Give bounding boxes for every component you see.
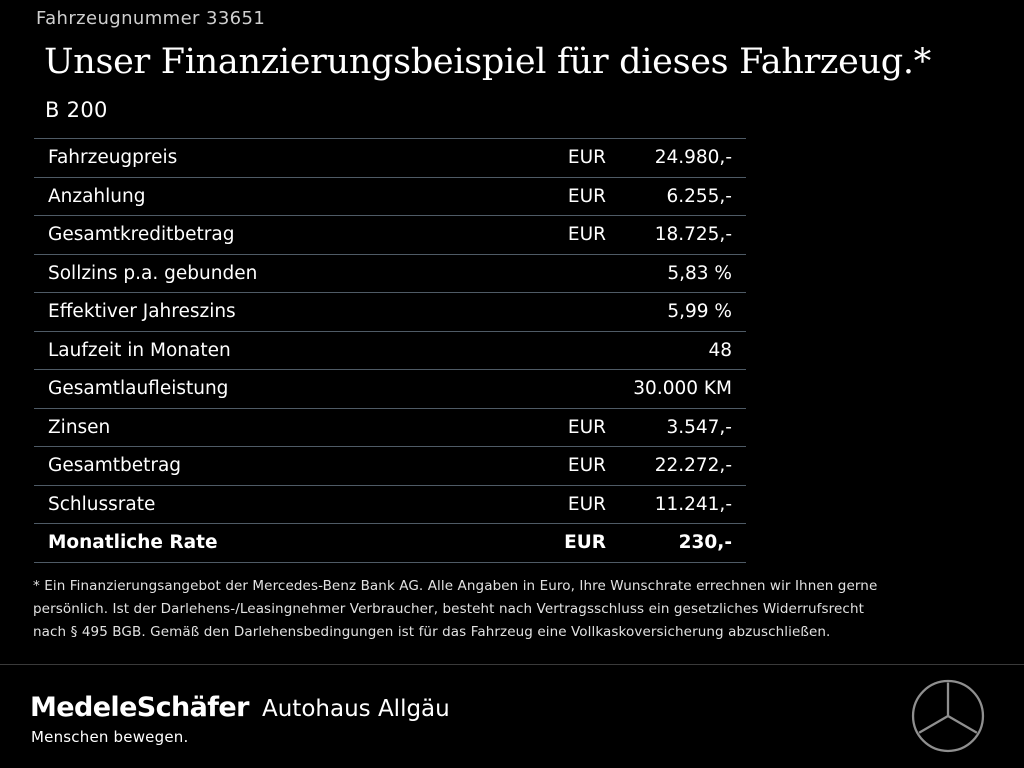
table-row bbox=[34, 485, 746, 524]
row-label: Gesamtlaufleistung bbox=[34, 370, 496, 409]
table-row bbox=[34, 408, 746, 447]
row-currency bbox=[496, 293, 606, 332]
row-currency bbox=[496, 331, 606, 370]
row-value: 30.000 KM bbox=[606, 370, 746, 409]
row-value: 24.980,- bbox=[606, 139, 746, 178]
row-value: 18.725,- bbox=[606, 216, 746, 255]
mercedes-benz-star-icon bbox=[910, 678, 986, 754]
row-label: Schlussrate bbox=[34, 485, 496, 524]
footnote-text: * Ein Finanzierungsangebot der Mercedes-Benz Bank AG. Alle Angaben in Euro, Ihre Wunschrate errechnen wir Ihnen gerne persönlich. Ist der Darlehens-/Leasingnehmer Verbraucher, besteht nach Vertragsschluss ein gesetzliches Widerrufsrecht nach § 495 BGB. Gemäß den Darlehensbedingungen ist für das Fahrzeug eine Vollkaskoversicherung abzuschließen. bbox=[33, 578, 878, 640]
row-currency: EUR bbox=[496, 177, 606, 216]
table-row bbox=[34, 254, 746, 293]
row-label: Gesamtkreditbetrag bbox=[34, 216, 496, 255]
row-value: 3.547,- bbox=[606, 408, 746, 447]
table-row bbox=[34, 216, 746, 255]
footer-divider bbox=[0, 664, 1024, 665]
vehicle-model: B 200 bbox=[45, 98, 108, 122]
finance-table bbox=[34, 138, 746, 563]
row-value: 11.241,- bbox=[606, 485, 746, 524]
row-value: 5,99 % bbox=[606, 293, 746, 332]
row-value: 230,- bbox=[606, 524, 746, 563]
row-currency: EUR bbox=[496, 447, 606, 486]
row-value: 6.255,- bbox=[606, 177, 746, 216]
page-title: Unser Finanzierungsbeispiel für dieses Fahrzeug.* bbox=[44, 42, 931, 82]
table-row bbox=[34, 331, 746, 370]
row-currency: EUR bbox=[496, 524, 606, 563]
table-row bbox=[34, 139, 746, 178]
row-label: Sollzins p.a. gebunden bbox=[34, 254, 496, 293]
dealer-logo-text: MedeleSchäfer bbox=[30, 692, 249, 723]
dealer-secondary-name: Autohaus Allgäu bbox=[262, 696, 450, 722]
table-row-total bbox=[34, 524, 746, 563]
table-row bbox=[34, 177, 746, 216]
row-currency: EUR bbox=[496, 216, 606, 255]
row-label: Fahrzeugpreis bbox=[34, 139, 496, 178]
row-currency: EUR bbox=[496, 485, 606, 524]
row-value: 22.272,- bbox=[606, 447, 746, 486]
table-row bbox=[34, 370, 746, 409]
table-row bbox=[34, 447, 746, 486]
row-currency bbox=[496, 370, 606, 409]
table-row bbox=[34, 293, 746, 332]
finance-table-body bbox=[34, 139, 746, 563]
row-label: Zinsen bbox=[34, 408, 496, 447]
vehicle-number: Fahrzeugnummer 33651 bbox=[36, 8, 266, 29]
row-currency: EUR bbox=[496, 408, 606, 447]
row-label: Monatliche Rate bbox=[34, 524, 496, 563]
dealer-tagline: Menschen bewegen. bbox=[31, 728, 189, 746]
row-label: Anzahlung bbox=[34, 177, 496, 216]
row-value: 5,83 % bbox=[606, 254, 746, 293]
row-label: Gesamtbetrag bbox=[34, 447, 496, 486]
row-label: Effektiver Jahreszins bbox=[34, 293, 496, 332]
row-label: Laufzeit in Monaten bbox=[34, 331, 496, 370]
row-value: 48 bbox=[606, 331, 746, 370]
row-currency: EUR bbox=[496, 139, 606, 178]
row-currency bbox=[496, 254, 606, 293]
